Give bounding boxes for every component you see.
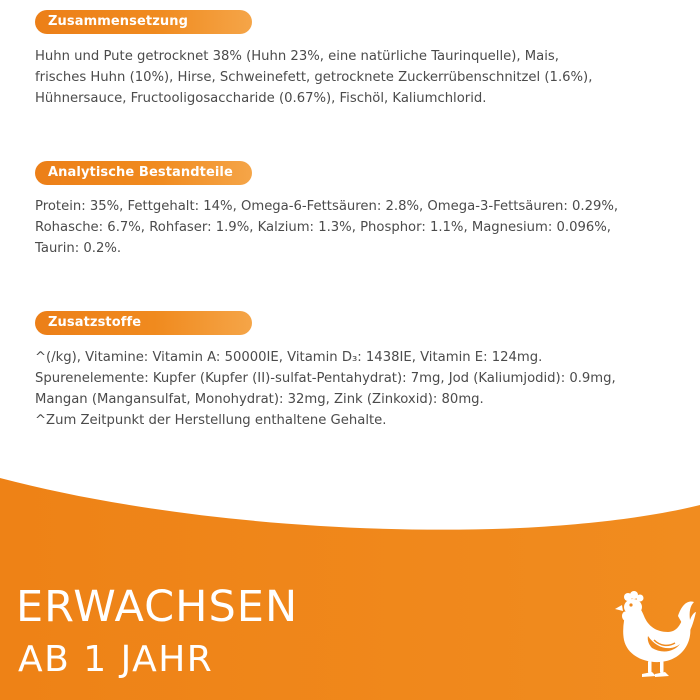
additives-line: ^Zum Zeitpunkt der Herstellung enthaltene Gehalte. xyxy=(35,413,387,428)
section-title-additives: Zusatzstoffe xyxy=(48,315,142,330)
footer-title: ERWACHSEN xyxy=(16,582,299,632)
analytical-text xyxy=(35,196,675,259)
chicken-icon xyxy=(612,590,696,680)
section-title-composition: Zusammensetzung xyxy=(48,14,189,29)
section-header-additives xyxy=(35,311,252,335)
section-header-analytical xyxy=(35,161,252,185)
composition-text xyxy=(35,46,675,109)
composition-line: Huhn und Pute getrocknet 38% (Huhn 23%, eine natürliche Taurinquelle), Mais, xyxy=(35,49,559,64)
composition-line: frisches Huhn (10%), Hirse, Schweinefett, getrocknete Zuckerrübenschnitzel (1.6%), xyxy=(35,70,593,85)
composition-line: Hühnersauce, Fructooligosaccharide (0.67%), Fischöl, Kaliumchlorid. xyxy=(35,91,487,106)
additives-line: ^(/kg), Vitamine: Vitamin A: 50000IE, Vitamin D₃: 1438IE, Vitamin E: 124mg. xyxy=(35,350,543,365)
footer-subtitle: AB 1 JAHR xyxy=(18,639,214,680)
analytical-line: Rohasche: 6.7%, Rohfaser: 1.9%, Kalzium: 1.3%, Phosphor: 1.1%, Magnesium: 0.096%, xyxy=(35,220,611,235)
additives-line: Mangan (Mangansulfat, Monohydrat): 32mg, Zink (Zinkoxid): 80mg. xyxy=(35,392,484,407)
additives-line: Spurenelemente: Kupfer (Kupfer (II)-sulfat-Pentahydrat): 7mg, Jod (Kaliumjodid): 0.9mg, xyxy=(35,371,616,386)
section-title-analytical: Analytische Bestandteile xyxy=(48,165,233,180)
analytical-line: Taurin: 0.2%. xyxy=(35,241,122,256)
analytical-line: Protein: 35%, Fettgehalt: 14%, Omega-6-Fettsäuren: 2.8%, Omega-3-Fettsäuren: 0.29%, xyxy=(35,199,619,214)
section-header-composition xyxy=(35,10,252,34)
additives-text xyxy=(35,347,675,431)
